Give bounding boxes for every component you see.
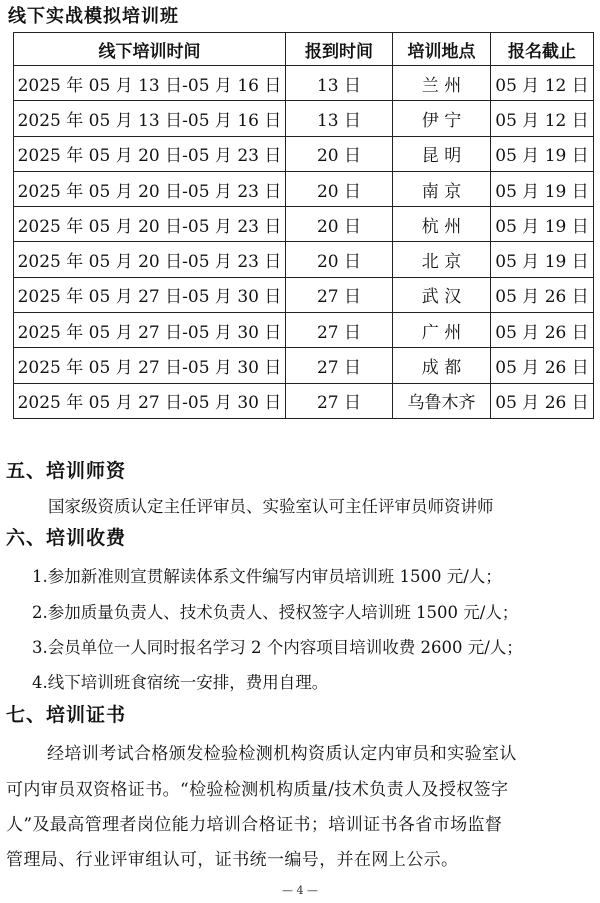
- fee-item: 2.参加质量负责人、技术负责人、授权签字人培训班 1500 元/人；: [32, 603, 519, 622]
- cell-location: 昆 明: [393, 136, 491, 171]
- cell-location: 伊 宁: [393, 101, 491, 136]
- certificate-text-line: 经培训考试合格颁发检验检测机构资质认定内审员和实验室认: [47, 744, 517, 764]
- table-row: [14, 313, 594, 348]
- cell-location: 武 汉: [393, 277, 491, 312]
- cell-checkin-time: 13 日: [286, 66, 393, 101]
- cell-deadline: 05 月 19 日: [491, 242, 594, 277]
- cell-checkin-time: 13 日: [286, 101, 393, 136]
- cell-location: 北 京: [393, 242, 491, 277]
- cell-training-time: 2025 年 05 月 20 日-05 月 23 日: [14, 136, 286, 171]
- table-row: [14, 277, 594, 312]
- table-body: [14, 66, 594, 419]
- cell-checkin-time: 20 日: [286, 171, 393, 206]
- header-location: 培训地点: [393, 33, 491, 66]
- cell-deadline: 05 月 19 日: [491, 171, 594, 206]
- cell-location: 成 都: [393, 348, 491, 383]
- table-row: [14, 383, 594, 418]
- header-checkin-time: 报到时间: [286, 33, 393, 66]
- table-row: [14, 101, 594, 136]
- cell-deadline: 05 月 26 日: [491, 277, 594, 312]
- page-number: — 4 —: [282, 884, 318, 897]
- cell-training-time: 2025 年 05 月 27 日-05 月 30 日: [14, 277, 286, 312]
- header-deadline: 报名截止: [491, 33, 594, 66]
- cell-training-time: 2025 年 05 月 20 日-05 月 23 日: [14, 242, 286, 277]
- table-row: [14, 242, 594, 277]
- cell-checkin-time: 20 日: [286, 136, 393, 171]
- cell-training-time: 2025 年 05 月 13 日-05 月 16 日: [14, 66, 286, 101]
- section-7-title: 七、培训证书: [6, 704, 127, 726]
- cell-training-time: 2025 年 05 月 27 日-05 月 30 日: [14, 348, 286, 383]
- cell-location: 杭 州: [393, 207, 491, 242]
- cell-checkin-time: 27 日: [286, 277, 393, 312]
- cell-deadline: 05 月 26 日: [491, 383, 594, 418]
- cell-deadline: 05 月 12 日: [491, 101, 594, 136]
- cell-deadline: 05 月 26 日: [491, 313, 594, 348]
- fee-item: 1.参加新准则宣贯解读体系文件编写内审员培训班 1500 元/人；: [32, 567, 502, 586]
- cell-deadline: 05 月 19 日: [491, 207, 594, 242]
- table-row: [14, 136, 594, 171]
- cell-training-time: 2025 年 05 月 13 日-05 月 16 日: [14, 101, 286, 136]
- training-schedule-table: [13, 32, 594, 419]
- cell-training-time: 2025 年 05 月 20 日-05 月 23 日: [14, 207, 286, 242]
- fee-item: 3.会员单位一人同时报名学习 2 个内容项目培训收费 2600 元/人；: [32, 638, 523, 657]
- cell-checkin-time: 27 日: [286, 383, 393, 418]
- section-6-title: 六、培训收费: [6, 527, 127, 549]
- header-training-time: 线下培训时间: [14, 33, 286, 66]
- table-row: [14, 348, 594, 383]
- section-5-title: 五、培训师资: [6, 460, 127, 482]
- cell-training-time: 2025 年 05 月 20 日-05 月 23 日: [14, 171, 286, 206]
- table-row: [14, 66, 594, 101]
- cell-location: 广 州: [393, 313, 491, 348]
- cell-location: 兰 州: [393, 66, 491, 101]
- cell-checkin-time: 20 日: [286, 242, 393, 277]
- certificate-text-line: 可内审员双资格证书。“检验检测机构质量/技术负责人及授权签字: [6, 780, 509, 800]
- cell-location: 南 京: [393, 171, 491, 206]
- certificate-text-line: 管理局、行业评审组认可，证书统一编号，并在网上公示。: [6, 850, 459, 870]
- cell-deadline: 05 月 12 日: [491, 66, 594, 101]
- cell-checkin-time: 27 日: [286, 313, 393, 348]
- section-5-text: 国家级资质认定主任评审员、实验室认可主任评审员师资讲师: [48, 497, 494, 516]
- cell-training-time: 2025 年 05 月 27 日-05 月 30 日: [14, 313, 286, 348]
- table-header-row: [14, 33, 594, 66]
- fee-item: 4.线下培训班食宿统一安排，费用自理。: [32, 673, 329, 692]
- page-title: 线下实战模拟培训班: [8, 6, 179, 27]
- table-row: [14, 171, 594, 206]
- cell-checkin-time: 27 日: [286, 348, 393, 383]
- cell-checkin-time: 20 日: [286, 207, 393, 242]
- table-row: [14, 207, 594, 242]
- cell-training-time: 2025 年 05 月 27 日-05 月 30 日: [14, 383, 286, 418]
- certificate-text-line: 人”及最高管理者岗位能力培训合格证书；培训证书各省市场监督: [6, 815, 503, 835]
- cell-deadline: 05 月 19 日: [491, 136, 594, 171]
- cell-location: 乌鲁木齐: [393, 383, 491, 418]
- cell-deadline: 05 月 26 日: [491, 348, 594, 383]
